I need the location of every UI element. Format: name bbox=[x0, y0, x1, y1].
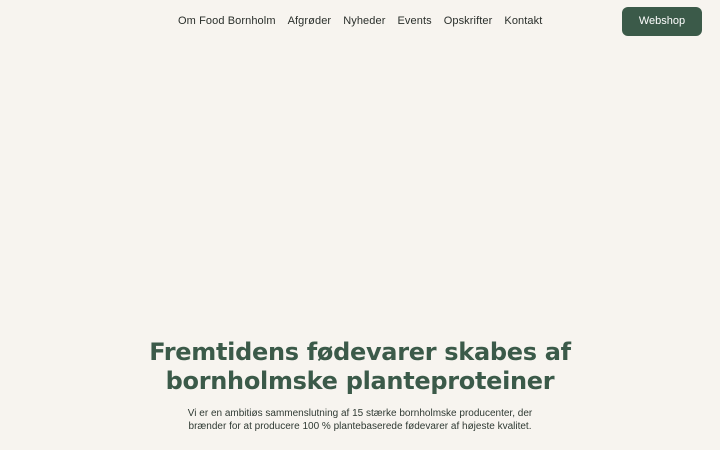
nav-link-om-food-bornholm[interactable]: Om Food Bornholm bbox=[178, 15, 276, 27]
hero-title bbox=[120, 338, 600, 396]
webshop-button[interactable]: Webshop bbox=[622, 7, 702, 36]
nav-link-afgroeder[interactable]: Afgrøder bbox=[287, 15, 332, 27]
nav-link-nyheder[interactable]: Nyheder bbox=[343, 15, 386, 27]
hero-image-area bbox=[0, 44, 720, 324]
hero-subtitle: Vi er en ambitiøs sammenslutning af 15 stærke bornholmske producenter, der brænder for at producere 100 % plantebaserede fødevarer af højeste kvalitet. bbox=[187, 408, 533, 432]
hero-section bbox=[120, 338, 600, 433]
nav-link-opskrifter[interactable]: Opskrifter bbox=[443, 15, 493, 27]
main-nav bbox=[178, 14, 542, 28]
hero-title-line-1: Fremtidens fødevarer skabes af bbox=[149, 338, 571, 366]
hero-title-line-2: bornholmske planteproteiner bbox=[165, 367, 555, 395]
nav-link-events[interactable]: Events bbox=[397, 15, 432, 27]
nav-link-kontakt[interactable]: Kontakt bbox=[504, 15, 543, 27]
site-header bbox=[0, 0, 720, 44]
